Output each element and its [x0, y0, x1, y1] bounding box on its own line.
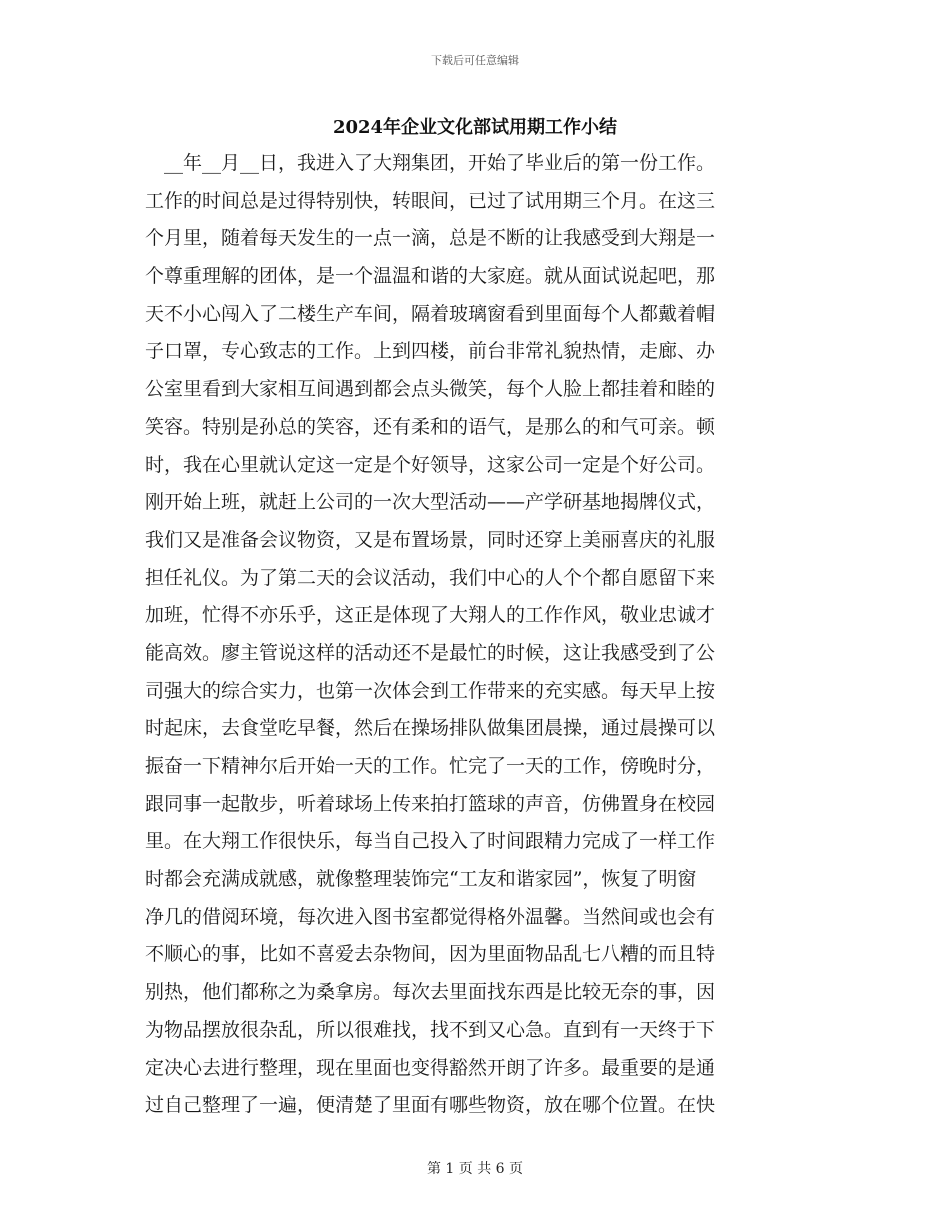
body-line: 别热，他们都称之为桑拿房。每次去里面找东西是比较无奈的事，因	[145, 981, 716, 1004]
body-line: 定决心去进行整理，现在里面也变得豁然开朗了许多。最重要的是通	[145, 1056, 716, 1079]
body-line: 刚开始上班，就赶上公司的一次大型活动——产学研基地揭牌仪式，	[145, 491, 716, 514]
body-line: 不顺心的事，比如不喜爱去杂物间，因为里面物品乱七八糟的而且特	[145, 943, 716, 966]
body-line: 过自己整理了一遍，便清楚了里面有哪些物资，放在哪个位置。在快	[145, 1094, 716, 1117]
document-body	[145, 145, 805, 1125]
body-line: 时起床，去食堂吃早餐，然后在操场排队做集团晨操，通过晨操可以	[145, 717, 716, 740]
page-header-note: 下载后可任意编辑	[431, 54, 519, 67]
body-line: 笑容。特别是孙总的笑容，还有柔和的语气，是那么的和气可亲。顿	[145, 415, 716, 438]
body-line: __年__月__日，我进入了大翔集团，开始了毕业后的第一份工作。	[145, 152, 716, 174]
body-line: 能高效。廖主管说这样的活动还不是最忙的时候，这让我感受到了公	[145, 641, 716, 664]
body-line: 时，我在心里就认定这一定是个好领导，这家公司一定是个好公司。	[145, 453, 716, 476]
body-line: 振奋一下精神尔后开始一天的工作。忙完了一天的工作，傍晚时分，	[145, 755, 716, 777]
document-title: 2024年企业文化部试用期工作小结	[332, 117, 618, 138]
body-line: 公室里看到大家相互间遇到都会点头微笑，每个人脸上都挂着和睦的	[145, 378, 716, 401]
body-line: 跟同事一起散步，听着球场上传来拍打篮球的声音，仿佛置身在校园	[145, 792, 716, 815]
body-line: 我们又是准备会议物资，又是布置场景，同时还穿上美丽喜庆的礼服	[145, 528, 716, 551]
body-line: 子口罩，专心致志的工作。上到四楼，前台非常礼貌热情，走廊、办	[145, 340, 716, 363]
body-line: 工作的时间总是过得特别快，转眼间，已过了试用期三个月。在这三	[145, 189, 716, 212]
body-line: 个尊重理解的团体，是一个温温和谐的大家庭。就从面试说起吧，那	[145, 265, 716, 288]
body-line: 天不小心闯入了二楼生产车间，隔着玻璃窗看到里面每个人都戴着帽	[145, 302, 716, 325]
body-line: 为物品摆放很杂乱，所以很难找，找不到又心急。直到有一天终于下	[145, 1018, 716, 1041]
body-line: 加班，忙得不亦乐乎，这正是体现了大翔人的工作作风，敬业忠诚才	[145, 604, 716, 627]
body-line: 里。在大翔工作很快乐，每当自己投入了时间跟精力完成了一样工作	[145, 830, 716, 853]
body-line: 司强大的综合实力，也第一次体会到工作带来的充实感。每天早上按	[145, 679, 716, 702]
page-number: 第 1 页 共 6 页	[426, 1161, 524, 1177]
body-line: 净几的借阅环境，每次进入图书室都觉得格外温馨。当然间或也会有	[145, 905, 716, 928]
body-line: 时都会充满成就感，就像整理装饰完“工友和谐家园”，恢复了明窗	[145, 868, 697, 891]
body-line: 个月里，随着每天发生的一点一滴，总是不断的让我感受到大翔是一	[145, 227, 716, 250]
body-line: 担任礼仪。为了第二天的会议活动，我们中心的人个个都自愿留下来	[145, 566, 716, 589]
